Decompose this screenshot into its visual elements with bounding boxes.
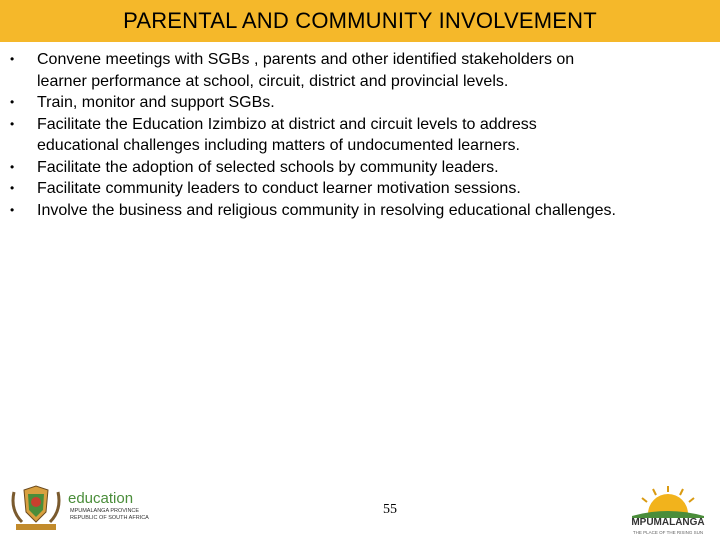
education-subtitle <box>70 508 149 522</box>
list-item <box>10 157 710 179</box>
bullet-marker: • <box>10 95 15 109</box>
bullet-text-line: Facilitate the Education Izimbizo at district and circuit levels to address <box>37 115 537 133</box>
list-item <box>10 178 710 200</box>
list-item <box>10 200 710 222</box>
bullet-text-line: Facilitate the adoption of selected schools by community leaders. <box>37 158 499 176</box>
country-line: REPUBLIC OF SOUTH AFRICA <box>70 515 149 521</box>
mpumalanga-wordmark: MPUMALANGA <box>631 517 705 528</box>
list-item <box>10 92 710 114</box>
bullet-marker: • <box>10 52 15 66</box>
mpumalanga-rising-sun-icon <box>622 484 714 536</box>
bullet-marker: • <box>10 159 15 174</box>
bullet-text-line: learner performance at school, circuit, district and provincial levels. <box>37 72 509 90</box>
bullet-list <box>10 49 710 221</box>
title-bar <box>0 0 720 42</box>
bullet-text-line: educational challenges including matters of undocumented learners. <box>37 137 520 154</box>
bullet-text-line: Involve the business and religious community in resolving educational challenges. <box>37 201 616 219</box>
bullet-marker: • <box>10 181 15 195</box>
list-item <box>10 114 710 157</box>
bullet-text-line: Train, monitor and support SGBs. <box>37 94 275 111</box>
education-wordmark: education <box>68 490 134 507</box>
mpumalanga-tagline: THE PLACE OF THE RISING SUN <box>632 530 704 535</box>
bullet-marker: • <box>10 116 15 131</box>
list-item <box>10 49 710 92</box>
bullet-text-line: Convene meetings with SGBs , parents and other identified stakeholders on <box>37 51 575 68</box>
bullet-text-line: Facilitate community leaders to conduct learner motivation sessions. <box>37 180 521 197</box>
bullet-marker: • <box>10 202 15 217</box>
slide-title: PARENTAL AND COMMUNITY INVOLVEMENT <box>123 8 597 33</box>
province-line: MPUMALANGA PROVINCE <box>70 508 140 514</box>
page-number: 55 <box>383 502 397 517</box>
